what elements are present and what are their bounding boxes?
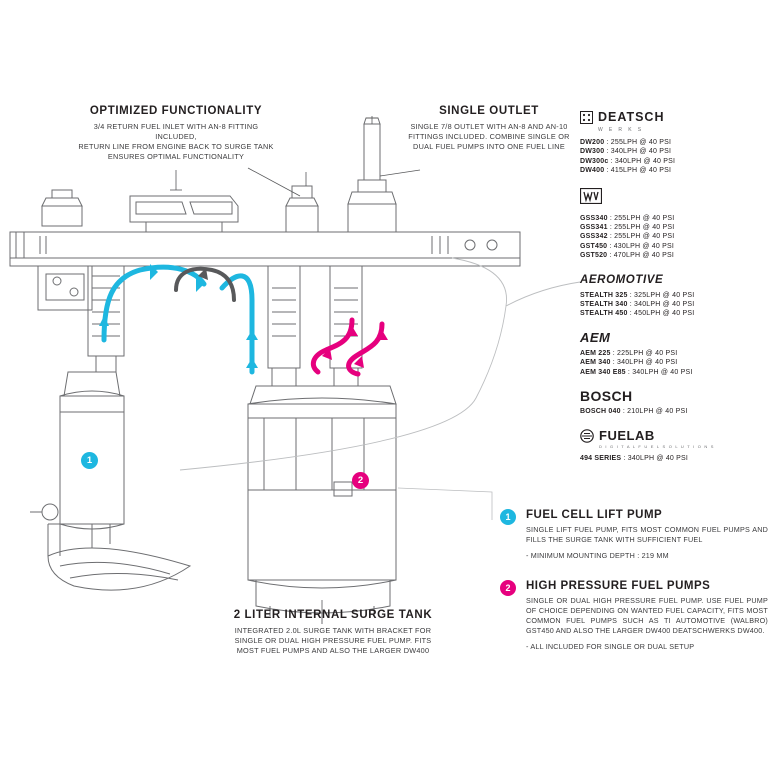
callout-optimized-line3: ENSURES OPTIMAL FUNCTIONALITY: [107, 152, 245, 161]
walbro-logo-icon: [580, 188, 602, 204]
spec-value: 255LPH @ 40 PSI: [614, 233, 675, 241]
spec-model: STEALTH 325: [580, 291, 628, 299]
legend-title-high-pressure-pumps: HIGH PRESSURE FUEL PUMPS: [526, 580, 711, 592]
legend-title-lift-pump: FUEL CELL LIFT PUMP: [526, 509, 663, 521]
callout-surge-line3: MOST FUEL PUMPS AND ALSO THE LARGER DW400: [236, 646, 430, 655]
brand-name-bosch: BOSCH: [580, 388, 633, 405]
spec-value: 325LPH @ 40 PSI: [634, 291, 695, 299]
spec-model: 494 SERIES: [580, 454, 622, 462]
spec-model: GST520: [580, 252, 608, 260]
legend-note-high-pressure-pumps: - ALL INCLUDED FOR SINGLE OR DUAL SETUP: [526, 642, 695, 651]
spec-model: BOSCH 040: [580, 408, 621, 416]
spec-value: 255LPH @ 40 PSI: [610, 139, 672, 146]
brand-name-aeromotive: AEROMOTIVE: [580, 273, 664, 286]
legend: [500, 508, 768, 666]
spec-line: AEM 340 : 340LPH @ 40 PSI: [580, 359, 678, 367]
legend-badge-1: 1: [500, 509, 516, 525]
deatschwerks-logo-icon: [580, 111, 593, 124]
spec-value: 255LPH @ 40 PSI: [614, 214, 675, 222]
callout-optimized-functionality: [72, 104, 280, 162]
legend-body-high-pressure-pumps: SINGLE OR DUAL HIGH PRESSURE FUEL PUMP. USE FUEL PUMP OF CHOICE DEPENDING ON WANTED FUEL CAPACITY, FITS MOST COMMON FUEL PUMPS SUCH AS TI AUTOMOTIVE (WALBRO) GST450 AND ALSO THE LARGER DW400 DEATSCHWERKS DW400.: [526, 596, 768, 635]
spec-line: GSS341 : 255LPH @ 40 PSI: [580, 224, 675, 232]
callout-outlet-line3: DUAL FUEL PUMPS INTO ONE FUEL LINE: [413, 142, 565, 151]
spec-model: DW200: [580, 139, 605, 146]
spec-value: 340LPH @ 40 PSI: [617, 359, 678, 367]
spec-value: 255LPH @ 40 PSI: [614, 224, 675, 232]
spec-value: 210LPH @ 40 PSI: [627, 408, 688, 416]
fuelab-logo-icon: [580, 429, 594, 443]
brand-block-fuelab: [580, 429, 762, 463]
spec-line: STEALTH 340 : 340LPH @ 40 PSI: [580, 301, 695, 309]
brand-block-deatschwerks: [580, 108, 762, 176]
legend-body-lift-pump: SINGLE LIFT FUEL PUMP, FITS MOST COMMON FUEL PUMPS AND FILLS THE SURGE TANK WITH SUFFICIENT FUEL: [526, 525, 768, 544]
brand-block-bosch: [580, 389, 762, 416]
brand-sub-fuelab: D I G I T A L F U E L S O L U T I O N S: [599, 443, 715, 449]
pump-compatibility-panel: [580, 108, 762, 498]
marker-2-high-pressure-pump[interactable]: 2: [352, 472, 369, 489]
spec-value: 340LPH @ 40 PSI: [614, 157, 676, 165]
legend-badge-2: 2: [500, 580, 516, 596]
legend-item-lift-pump: [500, 508, 768, 561]
brand-block-aeromotive: [580, 273, 762, 319]
spec-value: 340LPH @ 40 PSI: [634, 301, 695, 309]
spec-value: 430LPH @ 40 PSI: [613, 242, 675, 250]
spec-line: BOSCH 040 : 210LPH @ 40 PSI: [580, 408, 688, 416]
brand-name-fuelab: FUELAB: [599, 427, 655, 443]
spec-line: DW300 : 340LPH @ 40 PSI: [580, 148, 672, 156]
callout-optimized-title: OPTIMIZED FUNCTIONALITY: [89, 105, 263, 117]
callout-surge-line2: SINGLE OR DUAL HIGH PRESSURE FUEL PUMP. FITS: [234, 636, 432, 645]
callout-outlet-line1: SINGLE 7/8 OUTLET WITH AN-8 AND AN-10: [410, 122, 568, 131]
callout-outlet-line2: FITTINGS INCLUDED. COMBINE SINGLE OR: [408, 132, 570, 141]
callout-outlet-title: SINGLE OUTLET: [439, 105, 539, 117]
brand-sub-deatschwerks: W E R K S: [598, 127, 644, 133]
spec-line: AEM 340 E85 : 340LPH @ 40 PSI: [580, 368, 693, 376]
spec-model: DW300c: [580, 157, 609, 165]
spec-line: AEM 225 : 225LPH @ 40 PSI: [580, 349, 678, 357]
spec-model: AEM 340 E85: [580, 368, 626, 376]
spec-model: STEALTH 340: [580, 301, 628, 309]
brand-block-walbro: [580, 188, 762, 261]
spec-line: DW400 : 415LPH @ 40 PSI: [580, 167, 672, 175]
spec-value: 415LPH @ 40 PSI: [610, 167, 672, 175]
brand-name-deatschwerks: DEATSCH: [598, 110, 665, 124]
spec-line: DW200 : 255LPH @ 40 PSI: [580, 139, 672, 146]
callout-single-outlet: [396, 104, 582, 152]
callout-surge-line1: INTEGRATED 2.0L SURGE TANK WITH BRACKET FOR: [234, 626, 432, 635]
spec-line: STEALTH 325 : 325LPH @ 40 PSI: [580, 291, 695, 299]
spec-line: DW300c : 340LPH @ 40 PSI: [580, 157, 676, 165]
spec-model: GSS340: [580, 214, 608, 222]
spec-line: GSS342 : 255LPH @ 40 PSI: [580, 233, 675, 241]
spec-model: GSS341: [580, 224, 608, 232]
spec-model: GST450: [580, 242, 608, 250]
spec-line: 494 SERIES : 340LPH @ 40 PSI: [580, 454, 689, 462]
callout-optimized-line2: RETURN LINE FROM ENGINE BACK TO SURGE TANK: [78, 142, 274, 151]
spec-line: GST450 : 430LPH @ 40 PSI: [580, 242, 675, 250]
spec-model: AEM 340: [580, 359, 611, 367]
spec-line: STEALTH 450 : 450LPH @ 40 PSI: [580, 310, 695, 318]
spec-value: 340LPH @ 40 PSI: [627, 454, 689, 462]
spec-value: 340LPH @ 40 PSI: [632, 368, 693, 376]
spec-model: STEALTH 450: [580, 310, 628, 318]
marker-1-lift-pump[interactable]: 1: [81, 452, 98, 469]
legend-item-high-pressure-pumps: [500, 579, 768, 652]
brand-name-aem: AEM: [580, 329, 611, 345]
spec-model: AEM 225: [580, 349, 611, 357]
high-pressure-fuel-path: [313, 320, 382, 374]
spec-value: 450LPH @ 40 PSI: [634, 310, 695, 318]
spec-model: DW300: [580, 148, 605, 156]
spec-line: GSS340 : 255LPH @ 40 PSI: [580, 214, 675, 222]
callout-surge-tank: [218, 608, 448, 656]
callout-surge-title: 2 LITER INTERNAL SURGE TANK: [233, 609, 433, 621]
legend-note-lift-pump: - MINIMUM MOUNTING DEPTH : 219 MM: [526, 551, 669, 560]
spec-model: GSS342: [580, 233, 608, 241]
brand-block-aem: [580, 331, 762, 377]
spec-value: 225LPH @ 40 PSI: [617, 349, 678, 357]
spec-value: 340LPH @ 40 PSI: [610, 148, 672, 156]
spec-model: DW400: [580, 167, 605, 175]
spec-value: 470LPH @ 40 PSI: [613, 252, 675, 260]
callout-optimized-line1: 3/4 RETURN FUEL INLET WITH AN-8 FITTING INCLUDED,: [93, 122, 259, 141]
spec-line: GST520 : 470LPH @ 40 PSI: [580, 252, 675, 260]
